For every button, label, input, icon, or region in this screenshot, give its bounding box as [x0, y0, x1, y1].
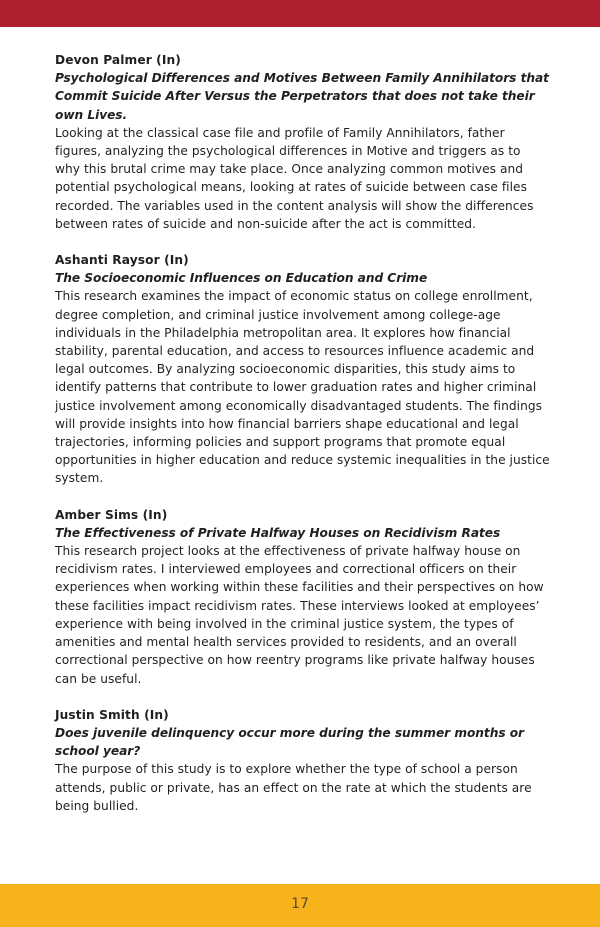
abstract-line: stability, parental education, and access to resources influence academic and: [55, 344, 535, 359]
abstract-line: legal outcomes. By analyzing socioeconomic disparities, this study aims to: [55, 362, 516, 377]
header-color-band: [0, 0, 600, 27]
abstract-line: attends, public or private, has an effect on the rate at which the students are: [55, 780, 532, 795]
abstract-title: [55, 524, 555, 542]
abstract-line: potential psychological means, looking at rates of suicide between case files: [55, 180, 528, 195]
abstract-line: recidivism rates. I interviewed employees and correctional officers on their: [55, 562, 517, 577]
page-number: 17: [291, 896, 309, 912]
title-line: Does juvenile delinquency occur more during the summer months or school year?: [55, 725, 525, 759]
abstract-line: This research examines the impact of economic status on college enrollment,: [55, 289, 533, 304]
abstract-title: [55, 724, 555, 760]
abstract-text: [55, 124, 555, 233]
abstract-line: identify patterns that contribute to lower graduation rates and higher criminal: [55, 380, 537, 395]
abstracts-list: [55, 51, 555, 833]
title-line: The Socioeconomic Influences on Education and Crime: [55, 271, 428, 286]
abstract-line: will provide insights into how financial barriers shape educational and legal: [55, 416, 519, 431]
author-name: Ashanti Raysor (In): [55, 253, 189, 268]
abstract-line: trajectories, informing policies and support programs that promote equal: [55, 435, 506, 450]
abstract-line: recorded. The variables used in the content analysis will show the differences: [55, 198, 534, 213]
author-name: Amber Sims (In): [55, 507, 168, 522]
abstract-line: between rates of suicide and non-suicide after the act is committed.: [55, 216, 476, 231]
abstract-line: amenities and mental health services provided to residents, and an overall: [55, 635, 517, 650]
abstract-line: being bullied.: [55, 798, 139, 813]
abstract-entry: [55, 506, 555, 688]
title-line: Psychological Differences and Motives Between Family Annihilators that: [55, 71, 549, 86]
abstract-line: these facilities impact recidivism rates. These interviews looked at employees’: [55, 598, 540, 613]
abstract-line: individuals in the Philadelphia metropolitan area. It explores how financial: [55, 325, 511, 340]
abstract-text: [55, 287, 555, 487]
abstract-line: can be useful.: [55, 671, 142, 686]
abstract-entry: [55, 251, 555, 488]
title-line: Commit Suicide After Versus the Perpetrators that does not take their own Lives.: [55, 89, 535, 122]
abstract-line: justice involvement among economically disadvantaged students. The findings: [55, 398, 543, 413]
abstract-line: The purpose of this study is to explore whether the type of school a person: [55, 762, 518, 777]
abstract-title: [55, 269, 555, 287]
abstract-title: [55, 69, 555, 124]
abstract-line: system.: [55, 471, 104, 486]
title-line: The Effectiveness of Private Halfway Houses on Recidivism Rates: [55, 525, 501, 540]
abstract-line: degree completion, and criminal justice involvement among college-age: [55, 307, 501, 322]
abstract-line: correctional perspective on how reentry programs like private halfway houses: [55, 653, 535, 668]
author-name: Justin Smith (In): [55, 707, 169, 722]
author-name: Devon Palmer (In): [55, 53, 181, 67]
abstract-line: This research project looks at the effectiveness of private halfway house on: [55, 544, 521, 559]
abstract-line: figures, analyzing the psychological differences in Motive and triggers as to: [55, 144, 521, 159]
abstract-line: opportunities in higher education and reduce systemic inequalities in the justice: [55, 453, 550, 468]
abstract-line: experiences when working within these facilities and their perspectives on how: [55, 580, 544, 595]
abstract-line: experience with being involved in the criminal justice system, the types of: [55, 616, 514, 631]
abstract-line: Looking at the classical case file and profile of Family Annihilators, father: [55, 125, 505, 140]
abstract-line: why this brutal crime may take place. Once analyzing common motives and: [55, 162, 524, 177]
abstract-text: [55, 542, 555, 688]
abstract-text: [55, 760, 555, 815]
abstract-entry: [55, 706, 555, 815]
abstract-entry: [55, 51, 555, 233]
